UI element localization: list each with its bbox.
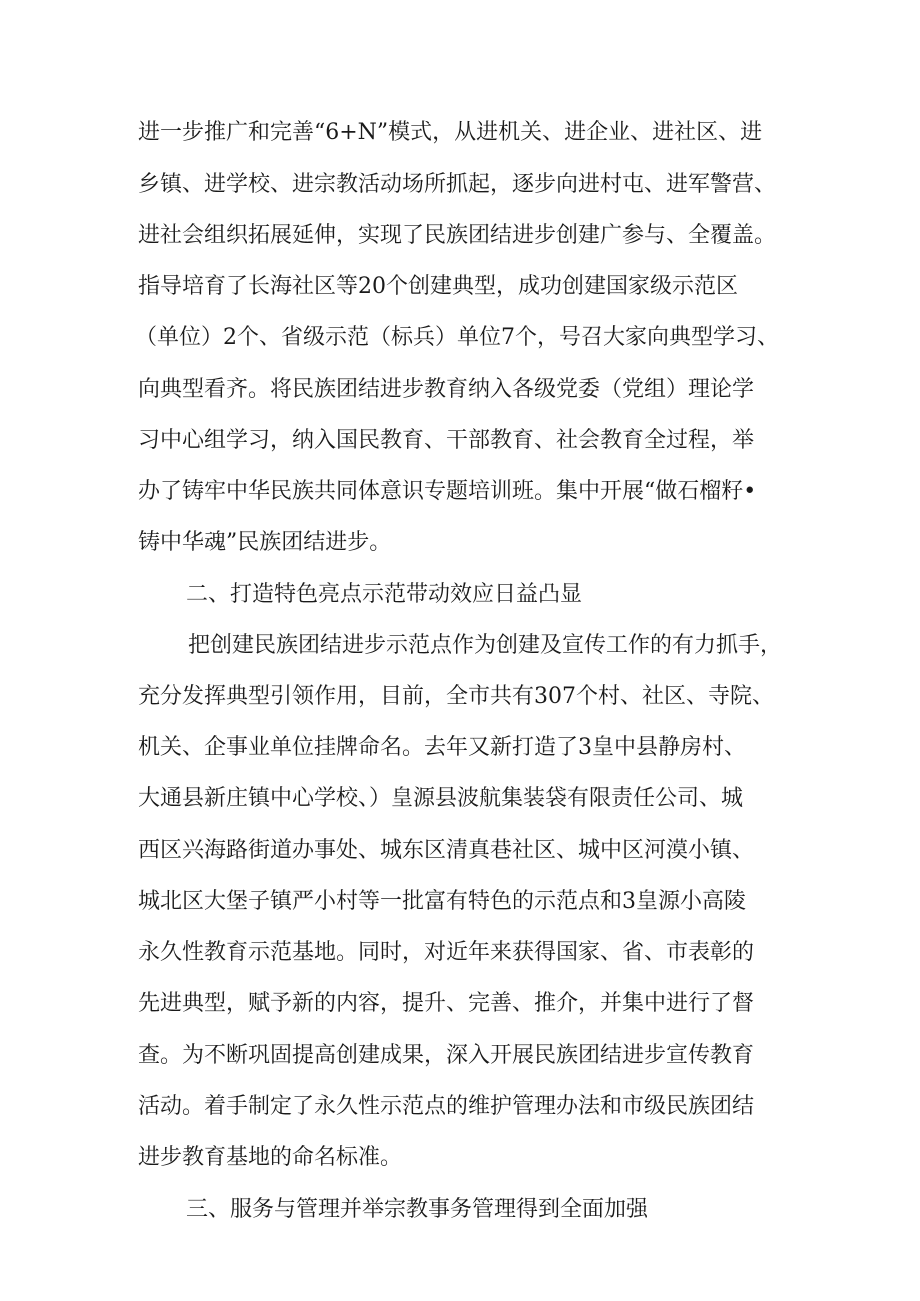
paragraph-1-line-7: 习中心组学习，纳入国民教育、干部教育、社会教育全过程，举: [138, 428, 755, 453]
paragraph-2-line-11: 进步教育基地的命名标准。: [138, 1145, 403, 1170]
paragraph-1-line-1: 进一步推广和完善“6+N”模式，从进机关、进企业、进社区、进: [138, 120, 763, 145]
paragraph-1-line-9: 铸中华魂”民族团结进步。: [138, 530, 392, 555]
paragraph-2-line-1: 把创建民族团结进步示范点作为创建及宣传工作的有力抓手，: [188, 633, 783, 658]
paragraph-2-line-7: 永久性教育示范基地。同时，对近年来获得国家、省、市表彰的: [138, 940, 755, 965]
paragraph-2-line-10: 活动。着手制定了永久性示范点的维护管理办法和市级民族团结: [138, 1094, 755, 1119]
paragraph-1-line-3: 进社会组织拓展延伸，实现了民族团结进步创建广参与、全覆盖。: [138, 223, 777, 248]
section-heading-3: 三、服务与管理并举宗教事务管理得到全面加强: [186, 1197, 649, 1222]
paragraph-1-line-2: 乡镇、进学校、进宗教活动场所抓起，逐步向进村屯、进军警营、: [138, 172, 777, 197]
paragraph-2-line-8: 先进典型，赋予新的内容，提升、完善、推介，并集中进行了督: [138, 991, 755, 1016]
section-heading-2: 二、打造特色亮点示范带动效应日益凸显: [186, 582, 583, 607]
paragraph-2-line-3: 机关、企事业单位挂牌命名。去年又新打造了3皇中县静房村、: [138, 735, 746, 760]
paragraph-1-line-5: （单位）2个、省级示范（标兵）单位7个，号召大家向典型学习、: [135, 325, 779, 350]
paragraph-2-line-4: 大通县新庄镇中心学校、）皇源县波航集装袋有限责任公司、城: [138, 786, 744, 811]
paragraph-1-line-4: 指导培育了长海社区等20个创建典型，成功创建国家级示范区: [138, 274, 738, 299]
paragraph-1-line-8: 办了铸牢中华民族共同体意识专题培训班。集中开展“做石榴籽•: [138, 479, 757, 504]
paragraph-2-line-6: 城北区大堡子镇严小村等一批富有特色的示范点和3皇源小高陵: [138, 889, 746, 914]
paragraph-2-line-9: 查。为不断巩固提高创建成果，深入开展民族团结进步宣传教育: [138, 1043, 755, 1068]
paragraph-2-line-2: 充分发挥典型引领作用，目前，全市共有307个村、社区、寺院、: [138, 684, 774, 709]
paragraph-1-line-6: 向典型看齐。将民族团结进步教育纳入各级党委（党组）理论学: [138, 377, 755, 402]
paragraph-2-line-5: 西区兴海路街道办事处、城东区清真巷社区、城中区河漠小镇、: [138, 838, 755, 863]
